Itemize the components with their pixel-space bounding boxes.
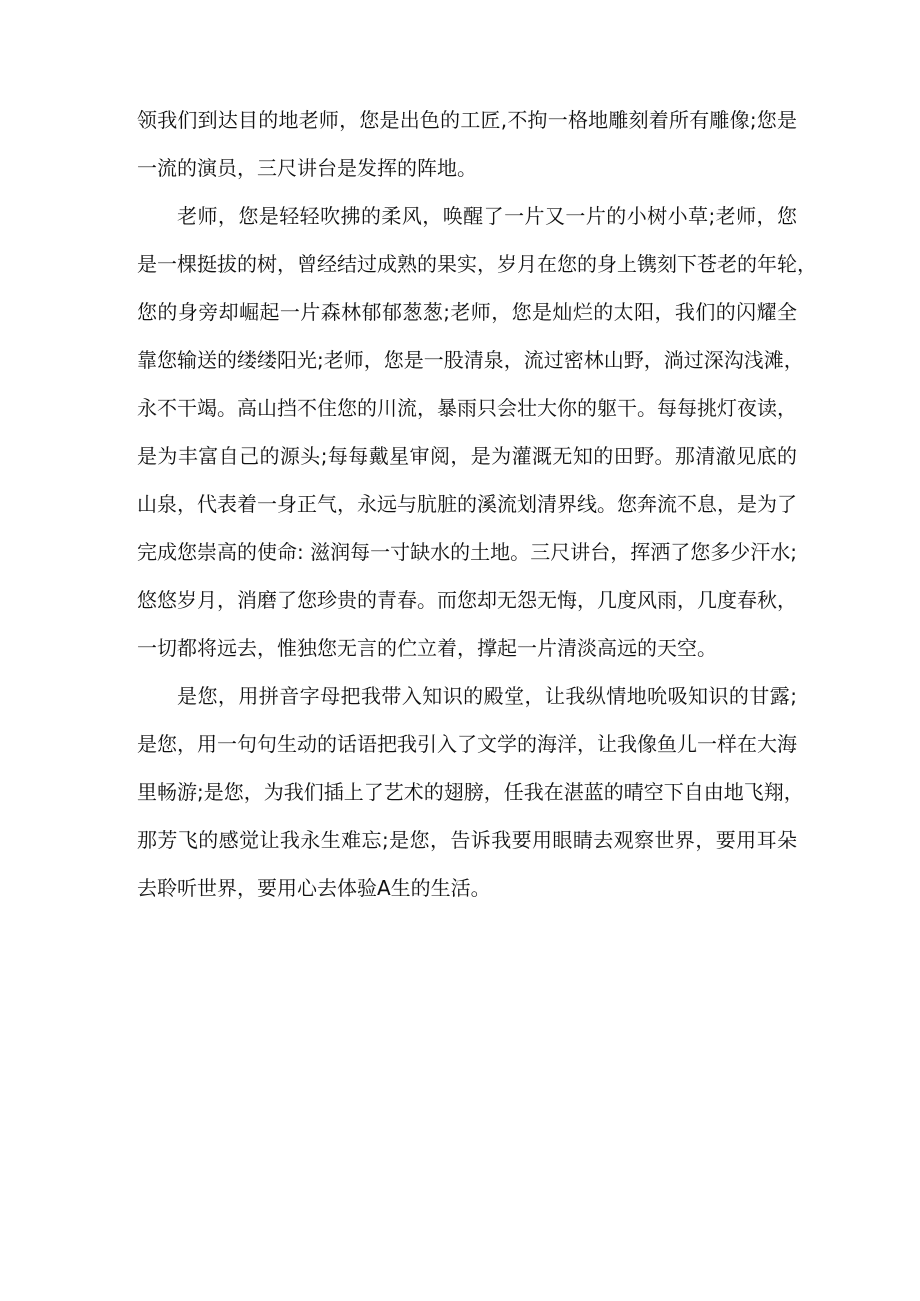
text-line: 是您，用拼音字母把我带入知识的殿堂，让我纵情地吮吸知识的甘露; <box>177 684 797 708</box>
text-line: 那芳飞的感觉让我永生难忘;是您，告诉我要用眼睛去观察世界，要用耳朵 <box>137 828 797 852</box>
text-line: 一切都将远去，惟独您无言的伫立着，撑起一片清淡高远的天空。 <box>137 636 717 660</box>
text-line: 里畅游;是您，为我们插上了艺术的翅膀，任我在湛蓝的晴空下自由地飞翔， <box>137 780 804 804</box>
document-body <box>137 96 817 912</box>
text-line: 山泉，代表着一身正气，永远与肮脏的溪流划清界线。您奔流不息，是为了 <box>137 492 797 516</box>
text-line: 您的身旁却崛起一片森林郁郁葱葱;老师，您是灿烂的太阳，我们的闪耀全 <box>137 300 797 324</box>
paragraph-1 <box>137 96 797 192</box>
text-line: 一流的演员，三尺讲台是发挥的阵地。 <box>137 156 477 180</box>
text-line: 去聆听世界，要用心去体验A生的生活。 <box>137 876 491 900</box>
text-line: 完成您崇高的使命: 滋润每一寸缺水的土地。三尺讲台，挥洒了您多少汗水; <box>137 540 797 564</box>
text-line: 是一棵挺拔的树，曾经结过成熟的果实，岁月在您的身上镌刻下苍老的年轮， <box>137 252 817 276</box>
text-line: 靠您输送的缕缕阳光;老师，您是一股清泉，流过密林山野，淌过深沟浅滩， <box>137 348 804 372</box>
text-line: 老师，您是轻轻吹拂的柔风，唤醒了一片又一片的小树小草;老师，您 <box>177 204 797 228</box>
text-line: 是您，用一句句生动的话语把我引入了文学的海洋，让我像鱼儿一样在大海 <box>137 732 797 756</box>
text-line: 悠悠岁月，消磨了您珍贵的青春。而您却无怨无悔，几度风雨，几度春秋， <box>137 588 797 612</box>
text-line: 永不干竭。高山挡不住您的川流，暴雨只会壮大你的躯干。每每挑灯夜读， <box>137 396 797 420</box>
text-line: 是为丰富自己的源头;每每戴星审阅，是为灌溉无知的田野。那清澈见底的 <box>137 444 797 468</box>
text-line: 领我们到达目的地老师，您是出色的工匠,不拘一格地雕刻着所有雕像;您是 <box>137 108 797 132</box>
paragraph-3 <box>137 672 804 912</box>
paragraph-2 <box>137 192 817 672</box>
